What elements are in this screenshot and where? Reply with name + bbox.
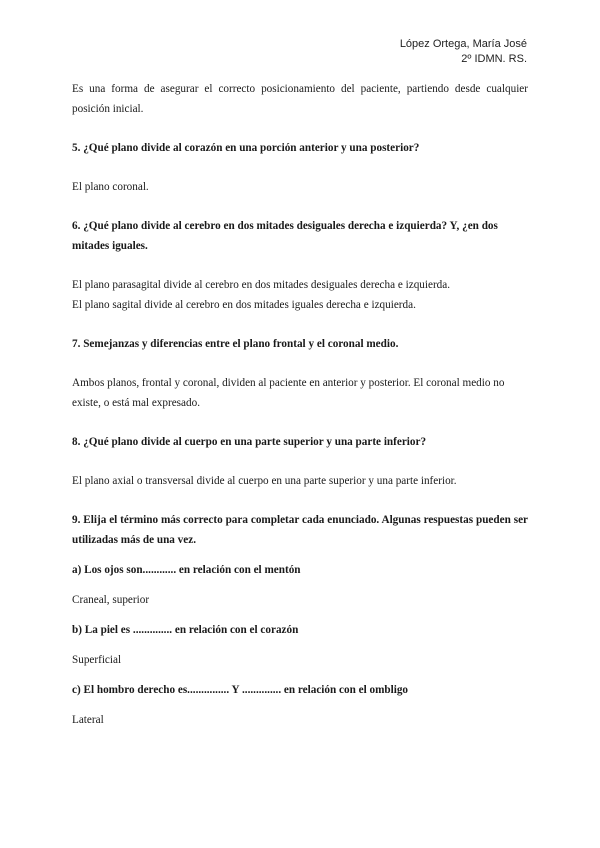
document-body	[72, 79, 528, 730]
question-9c: c) El hombro derecho es............... Y .............. en relación con el ombligo	[72, 684, 409, 696]
question-7: 7. Semejanzas y diferencias entre el plano frontal y el coronal medio.	[72, 338, 399, 350]
question-8: 8. ¿Qué plano divide al cuerpo en una parte superior y una parte inferior?	[72, 436, 427, 448]
answer-9c: Lateral	[72, 714, 104, 726]
answer-9b: Superficial	[72, 654, 122, 666]
intro-paragraph: Es una forma de asegurar el correcto posicionamiento del paciente, partiendo desde cualquier posición inicial.	[72, 83, 528, 115]
question-9: 9. Elija el término más correcto para completar cada enunciado. Algunas respuestas pueden ser utilizadas más de una vez.	[72, 514, 528, 546]
page-header	[400, 37, 527, 67]
header-author: López Ortega, María José	[399, 38, 527, 50]
answer-6-line-1: El plano parasagital divide al cerebro en dos mitades desiguales derecha e izquierda.	[72, 279, 451, 291]
answer-8: El plano axial o transversal divide al cuerpo en una parte superior y una parte inferior.	[72, 475, 457, 487]
answer-9a: Craneal, superior	[72, 594, 150, 606]
header-course: 2º IDMN. RS.	[461, 53, 527, 65]
question-9a: a) Los ojos son............ en relación con el mentón	[72, 564, 301, 576]
question-9b: b) La piel es .............. en relación con el corazón	[72, 624, 299, 636]
question-5: 5. ¿Qué plano divide al corazón en una porción anterior y una posterior?	[72, 142, 420, 154]
answer-6-line-2: El plano sagital divide al cerebro en dos mitades iguales derecha e izquierda.	[72, 299, 416, 311]
question-6: 6. ¿Qué plano divide al cerebro en dos mitades desiguales derecha e izquierda? Y, ¿en dos mitades iguales.	[72, 220, 498, 252]
answer-7: Ambos planos, frontal y coronal, dividen al paciente en anterior y posterior. El coronal medio no existe, o está mal expresado.	[72, 377, 505, 409]
answer-5: El plano coronal.	[72, 181, 149, 193]
